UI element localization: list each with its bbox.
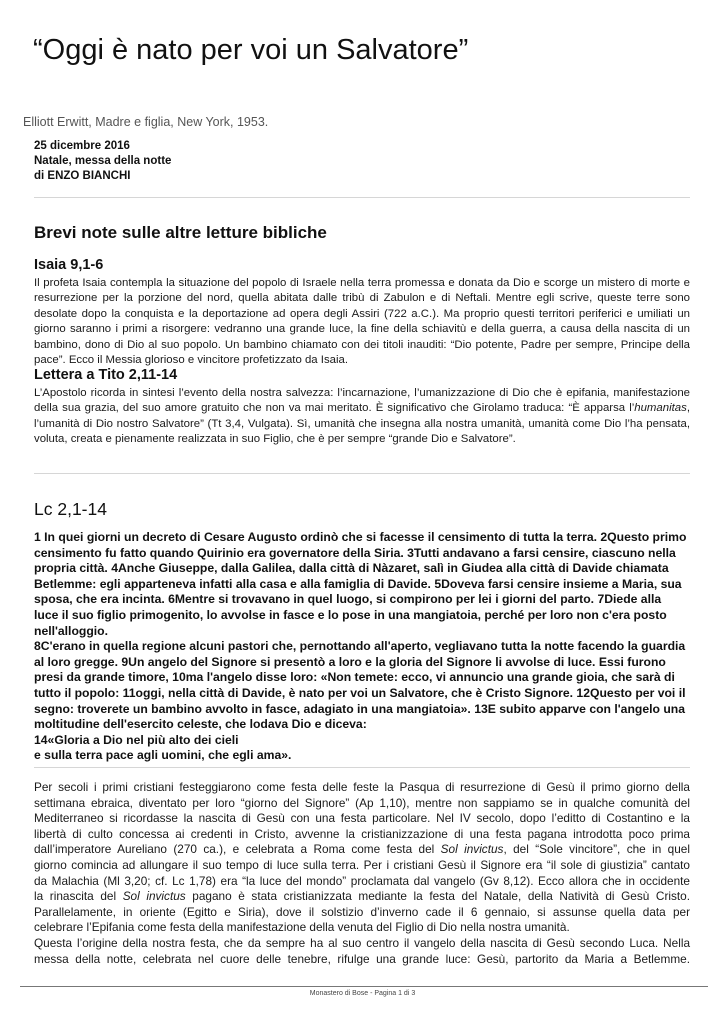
gospel-line: censimento fu fatto quando Quirinio era governatore della Siria. 3Tutti andavano a farsi censire, ciascuno nella	[34, 545, 676, 560]
gospel-line: luce il suo figlio primogenito, lo avvolse in fasce e lo pose in una mangiatoia, perché per loro non c'era posto	[34, 607, 667, 622]
commentary-line	[34, 889, 690, 905]
page-title: “Oggi è nato per voi un Salvatore”	[33, 34, 469, 66]
tito-text-emphasis: humanitas	[634, 402, 687, 415]
divider	[34, 767, 690, 768]
gospel-line: nell'alloggio.	[34, 623, 108, 638]
tito-text	[34, 386, 690, 448]
commentary-text-part: , del “Sole vincitore”, che in quel	[503, 842, 690, 857]
gospel-line: 1 In quei giorni un decreto di Cesare Augusto ordinò che si facesse il censimento di tutta la terra. 2Questo primo	[34, 530, 687, 544]
commentary-line	[34, 842, 690, 858]
commentary-emphasis: Sol invictus	[440, 842, 504, 857]
commentary-line: Mediterraneo si ricordasse la nascita di Gesù con una festa particolare. Nel IV secolo, dopo l’editto di Costantino e la	[34, 811, 690, 826]
footer-divider	[20, 986, 708, 987]
gospel-line: e sulla terra pace agli uomini, che egli ama».	[34, 748, 292, 763]
notes-heading: Brevi note sulle altre letture bibliche	[34, 223, 327, 242]
commentary-line: settimana ebraica, diventato per loro “giorno del Signore” (Ap 1,10), mentre non sappiamo se in qualche comunità del	[34, 795, 690, 810]
page-footer: Monastero di Bose - Pagina 1 di 3	[309, 990, 416, 997]
image-caption: Elliott Erwitt, Madre e figlia, New York, 1953.	[23, 115, 269, 129]
isaia-heading: Isaia 9,1-6	[34, 257, 104, 273]
commentary-line: giorno comincia ad allungare il suo tempo di luce sulla terra. Per i cristiani Gesù il Signore era “il sole di giustizia” cantato	[34, 857, 690, 872]
commentary-line: celebrare l’Epifania come festa della manifestazione della venuta del Figlio di Dio nella nostra umanità.	[34, 920, 570, 935]
commentary-line: Parallelamente, in oriente (Egitto e Siria), dove il solstizio d’inverno cade il 6 gennaio, si assunse quella data per	[34, 904, 690, 919]
commentary-emphasis: Sol invictus	[122, 889, 186, 904]
commentary-line: Per secoli i primi cristiani festeggiarono come festa delle feste la Pasqua di resurrezione di Gesù il primo giorno della	[34, 780, 690, 794]
article-meta	[34, 139, 171, 184]
gospel-text	[34, 530, 694, 764]
commentary-text-part: pagano è stata cristianizzata mediante la festa del Natale, della Natività di Gesù Cristo.	[185, 889, 691, 904]
gospel-heading: Lc 2,1-14	[34, 499, 107, 519]
gospel-line: tutto il popolo: 11oggi, nella città di Davide, è nato per voi un Salvatore, che è Cristo Signore. 12Questo per voi il	[34, 685, 686, 700]
commentary-text-part: la rinascita del	[34, 889, 123, 904]
divider	[34, 473, 690, 474]
gospel-line: Betlemme: egli apparteneva infatti alla casa e alla famiglia di Davide. 5Doveva farsi censire insieme a Maria, sua	[34, 576, 682, 591]
gospel-line: propria città. 4Anche Giuseppe, dalla Galilea, dalla città di Nàzaret, salì in Giudea alla città di Davide chiamata	[34, 561, 669, 576]
commentary-line: Questa l’origine della nostra festa, che da sempre ha al suo centro il vangelo della nascita di Gesù secondo Luca. Nella	[34, 935, 690, 950]
divider	[34, 197, 690, 198]
gospel-line: moltitudine dell'esercito celeste, che lodava Dio e diceva:	[34, 717, 367, 732]
article-date: 25 dicembre 2016	[34, 140, 130, 152]
gospel-line: segno: troverete un bambino avvolto in fasce, adagiato in una mangiatoia». 13E subito apparve con l'angelo una	[34, 701, 686, 716]
commentary-line: libertà di culto concessa ai credenti in Cristo, avvenne la cristianizzazione di una festa pagana introdotta poco prima	[34, 826, 690, 841]
gospel-line: sposa, che era incinta. 6Mentre si trovavano in quel luogo, si compirono per lei i giorni del parto. 7Diede alla	[34, 592, 662, 607]
tito-heading: Lettera a Tito 2,11-14	[34, 367, 178, 383]
article-occasion: Natale, messa della notte	[34, 155, 172, 167]
commentary-line: da Malachia (Ml 3,20; cf. Lc 1,78) era “la luce del mondo” proclamata dal vangelo (Gv 8,12). Ecco allora che in occidente	[34, 873, 690, 888]
commentary-text	[34, 780, 690, 967]
isaia-text: Il profeta Isaia contempla la situazione del popolo di Israele nella terra promessa e donata da Dio e scorge un mistero di morte e resurrezione per la porzione del nord, quella abitata dalle tribù di Zabulon e di Neftali. Mentre egli scrive, queste terre sono desolate dopo la conquista e la deportazione ad opera degli Assiri (722 a.C.). Ma proprio questi territori periferici e umiliati un giorno saranno i primi a risorgere: vedranno una grande luce, la fine della schiavitù e della guerra, a causa della nascita di un bambino, dono di Dio al suo popolo. Un bambino chiamato con dei titoli inauditi: “Dio potente, Padre per sempre, Principe della pace”. Ecco il Messia glorioso e vincitore profetizzato da Isaia.	[34, 277, 690, 367]
tito-text-part: , l’umanità di Dio nostro Salvatore” (Tt 3,4, Vulgata). Sì, umanità che insegna alla nostra umanità, umanità come Dio l’ha pensata, voluta, creata e pienamente realizzata in suo Figlio, che è per sempre “grande Dio e Salvatore”.	[34, 402, 690, 446]
gospel-line: 8C'erano in quella regione alcuni pastori che, pernottando all'aperto, vegliavano tutta la notte facendo la guardia	[34, 639, 686, 654]
commentary-text-part: dall’imperatore Aureliano (270 ca.), e celebrata a Roma come festa del	[34, 842, 441, 857]
commentary-line: messa della notte, celebrata nel cuore delle tenebre, rifulge una grande luce: Gesù, partorito da Maria a Betlemme.	[34, 951, 690, 966]
gospel-line: 14«Gloria a Dio nel più alto dei cieli	[34, 732, 239, 747]
gospel-line: presi da grande timore, 10ma l'angelo disse loro: «Non temete: ecco, vi annuncio una grande gioia, che sarà di	[34, 670, 675, 685]
gospel-line: al loro gregge. 9Un angelo del Signore si presentò a loro e la gloria del Signore li avvolse di luce. Essi furono	[34, 654, 666, 669]
tito-text-part: L’Apostolo ricorda in sintesi l’evento della nostra salvezza: l’incarnazione, l’umanizzazione di Dio che è epifania, manifestazione della sua grazia, del suo amore gratuito che non va mai meritato. È significativo che Girolamo traduca: “È apparsa l’	[34, 387, 690, 415]
article-author: di ENZO BIANCHI	[34, 170, 131, 182]
